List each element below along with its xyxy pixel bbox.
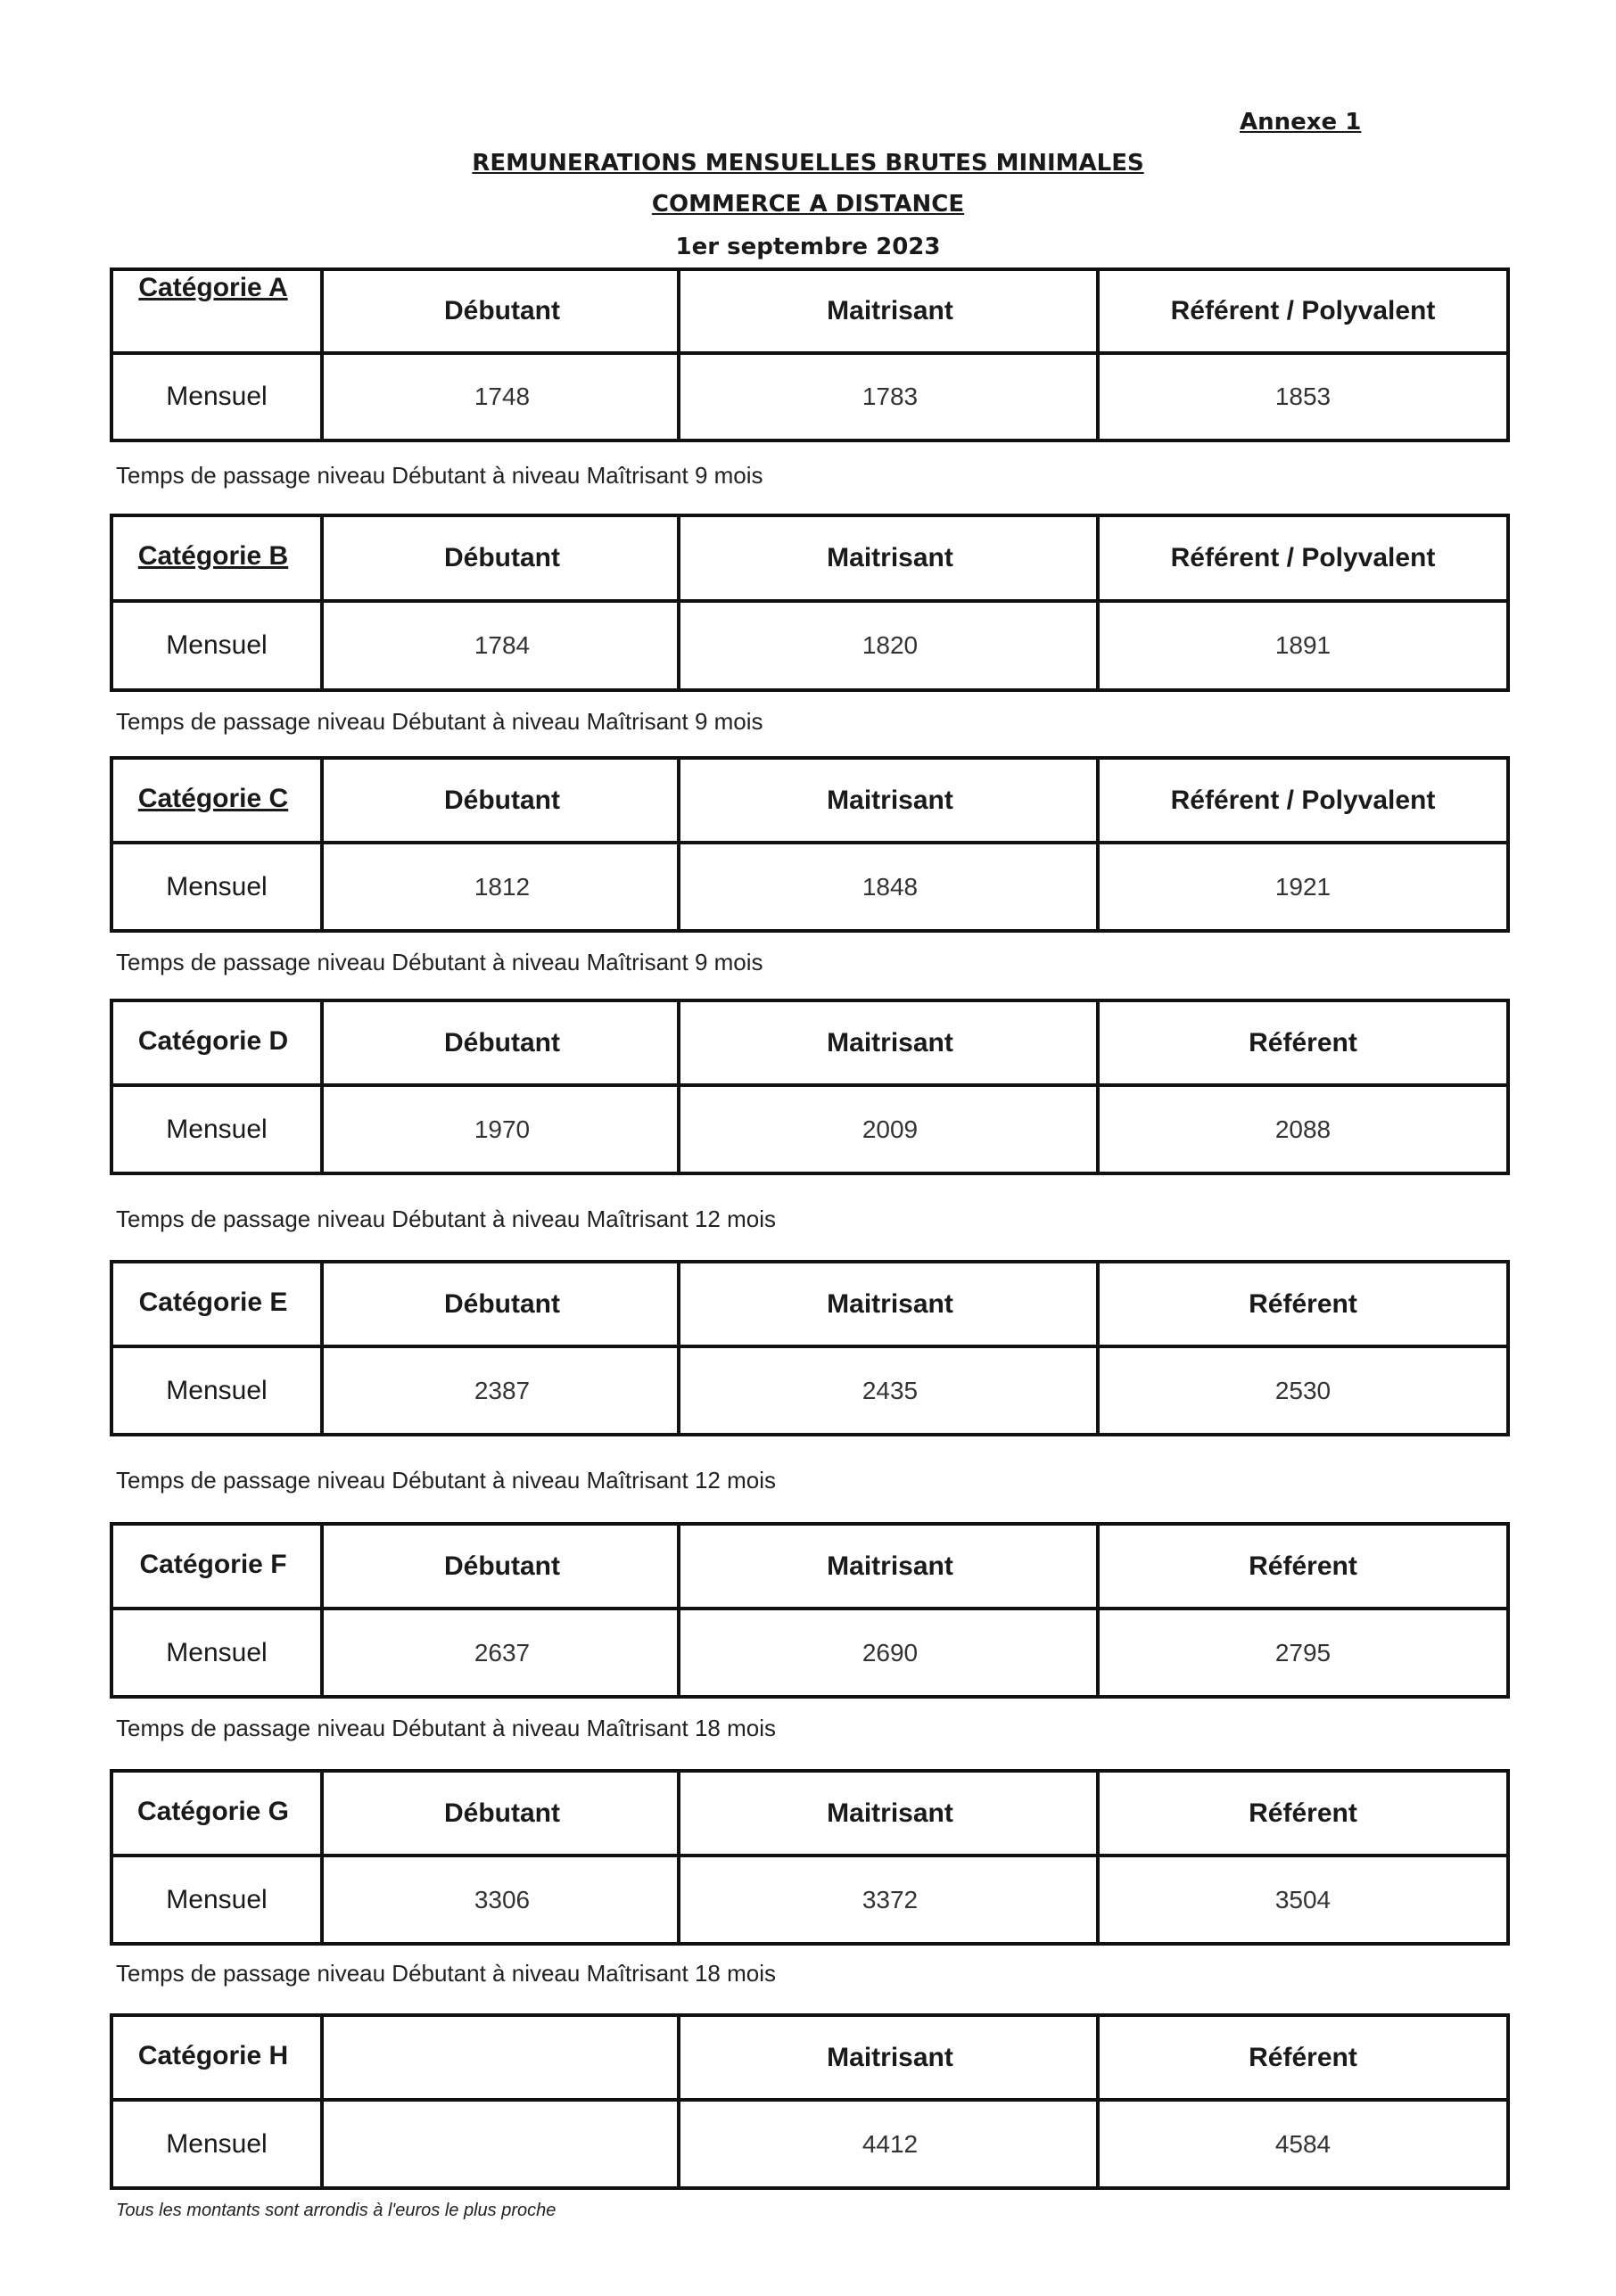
header-referent: Référent <box>1096 1263 1506 1345</box>
annexe-label: Annexe 1 <box>1240 109 1362 136</box>
row-label-mensuel: Mensuel <box>166 871 268 901</box>
table-header-row <box>113 2017 1506 2102</box>
header-maitrisant: Maitrisant <box>677 1526 1100 1607</box>
table-row <box>113 603 1506 688</box>
header-debutant: Débutant <box>320 1773 680 1854</box>
row-label-mensuel: Mensuel <box>166 1884 268 1914</box>
value-maitrisant: 3372 <box>677 1857 1100 1942</box>
value-empty <box>320 2102 680 2186</box>
category-c-table <box>110 756 1510 933</box>
rounding-footnote: Tous les montants sont arrondis à l'euros le plus proche <box>116 2201 557 2220</box>
header-maitrisant: Maitrisant <box>677 760 1100 841</box>
row-label-mensuel: Mensuel <box>166 1637 268 1667</box>
header-maitrisant: Maitrisant <box>677 1773 1100 1854</box>
category-e-table <box>110 1260 1510 1436</box>
category-e-block <box>110 1260 1510 1501</box>
value-referent: 2530 <box>1096 1348 1506 1433</box>
table-header-row <box>113 1002 1506 1087</box>
header-maitrisant: Maitrisant <box>677 1002 1100 1083</box>
value-debutant: 1784 <box>320 603 680 688</box>
row-label-mensuel: Mensuel <box>166 630 268 660</box>
header-maitrisant: Maitrisant <box>677 271 1100 351</box>
header-debutant: Débutant <box>320 760 680 841</box>
value-referent: 1921 <box>1096 844 1506 929</box>
value-debutant: 3306 <box>320 1857 680 1942</box>
table-row <box>113 844 1506 929</box>
header-referent: Référent <box>1096 2017 1506 2098</box>
header-maitrisant: Maitrisant <box>677 517 1100 599</box>
header-referent: Référent <box>1096 1526 1506 1607</box>
header-referent: Référent / Polyvalent <box>1096 271 1506 351</box>
table-row <box>113 1087 1506 1172</box>
row-label-mensuel: Mensuel <box>166 1375 268 1405</box>
value-referent: 2795 <box>1096 1610 1506 1695</box>
table-header-row <box>113 1773 1506 1857</box>
value-debutant: 1970 <box>320 1087 680 1172</box>
header-debutant: Débutant <box>320 1002 680 1083</box>
value-maitrisant: 2690 <box>677 1610 1100 1695</box>
value-maitrisant: 1783 <box>677 355 1100 439</box>
table-header-row <box>113 271 1506 355</box>
category-c-label: Catégorie C <box>137 784 289 813</box>
header-referent: Référent <box>1096 1773 1506 1854</box>
header-referent: Référent <box>1096 1002 1506 1083</box>
value-referent: 3504 <box>1096 1857 1506 1942</box>
category-d-table <box>110 999 1510 1175</box>
header-empty <box>320 2017 680 2098</box>
value-referent: 1853 <box>1096 355 1506 439</box>
header-maitrisant: Maitrisant <box>677 1263 1100 1345</box>
passage-note: Temps de passage niveau Débutant à niveau Maîtrisant 12 mois <box>116 1206 776 1232</box>
category-h-table <box>110 2013 1510 2190</box>
category-c-block <box>110 756 1510 975</box>
passage-note: Temps de passage niveau Débutant à niveau Maîtrisant 18 mois <box>116 1715 776 1741</box>
category-a-label: Catégorie A <box>138 273 288 302</box>
doc-title: REMUNERATIONS MENSUELLES BRUTES MINIMALES <box>472 150 1144 177</box>
category-b-label: Catégorie B <box>137 541 289 571</box>
category-h-label: Catégorie H <box>137 2041 289 2070</box>
table-header-row <box>113 517 1506 603</box>
category-b-table <box>110 514 1510 692</box>
header-referent: Référent / Polyvalent <box>1096 517 1506 599</box>
doc-date: 1er septembre 2023 <box>675 234 941 260</box>
passage-note: Temps de passage niveau Débutant à niveau Maîtrisant 9 mois <box>116 949 763 975</box>
category-b-block <box>110 514 1510 735</box>
table-row <box>113 355 1506 439</box>
table-header-row <box>113 1263 1506 1348</box>
category-f-label: Catégorie F <box>139 1550 287 1579</box>
passage-note: Temps de passage niveau Débutant à niveau Maîtrisant 9 mois <box>116 462 763 489</box>
header-referent: Référent / Polyvalent <box>1096 760 1506 841</box>
value-maitrisant: 1820 <box>677 603 1100 688</box>
category-g-block <box>110 1769 1510 1992</box>
category-d-label: Catégorie D <box>137 1026 289 1056</box>
header-debutant: Débutant <box>320 271 680 351</box>
value-referent: 1891 <box>1096 603 1506 688</box>
table-row <box>113 2102 1506 2186</box>
category-a-block <box>110 267 1510 489</box>
passage-note: Temps de passage niveau Débutant à niveau Maîtrisant 9 mois <box>116 708 763 735</box>
value-maitrisant: 2009 <box>677 1087 1100 1172</box>
passage-note: Temps de passage niveau Débutant à niveau Maîtrisant 18 mois <box>116 1960 776 1987</box>
value-debutant: 1748 <box>320 355 680 439</box>
value-maitrisant: 2435 <box>677 1348 1100 1433</box>
category-a-table <box>110 267 1510 442</box>
table-header-row <box>113 1526 1506 1610</box>
value-debutant: 2387 <box>320 1348 680 1433</box>
row-label-mensuel: Mensuel <box>166 2128 268 2159</box>
category-f-table <box>110 1522 1510 1699</box>
header-debutant: Débutant <box>320 1526 680 1607</box>
header-debutant: Débutant <box>320 517 680 599</box>
header-debutant: Débutant <box>320 1263 680 1345</box>
passage-note: Temps de passage niveau Débutant à niveau Maîtrisant 12 mois <box>116 1467 776 1494</box>
value-referent: 2088 <box>1096 1087 1506 1172</box>
value-maitrisant: 4412 <box>677 2102 1100 2186</box>
category-h-block <box>110 2013 1510 2192</box>
value-referent: 4584 <box>1096 2102 1506 2186</box>
category-g-label: Catégorie G <box>136 1797 290 1826</box>
category-f-block <box>110 1522 1510 1754</box>
table-row <box>113 1857 1506 1942</box>
table-header-row <box>113 760 1506 844</box>
category-g-table <box>110 1769 1510 1946</box>
doc-subtitle: COMMERCE A DISTANCE <box>651 191 965 218</box>
category-e-label: Catégorie E <box>138 1288 288 1317</box>
value-debutant: 1812 <box>320 844 680 929</box>
value-maitrisant: 1848 <box>677 844 1100 929</box>
row-label-mensuel: Mensuel <box>166 382 268 411</box>
header-maitrisant: Maitrisant <box>677 2017 1100 2098</box>
category-d-block <box>110 999 1510 1239</box>
table-row <box>113 1610 1506 1695</box>
row-label-mensuel: Mensuel <box>166 1114 268 1144</box>
table-row <box>113 1348 1506 1433</box>
value-debutant: 2637 <box>320 1610 680 1695</box>
